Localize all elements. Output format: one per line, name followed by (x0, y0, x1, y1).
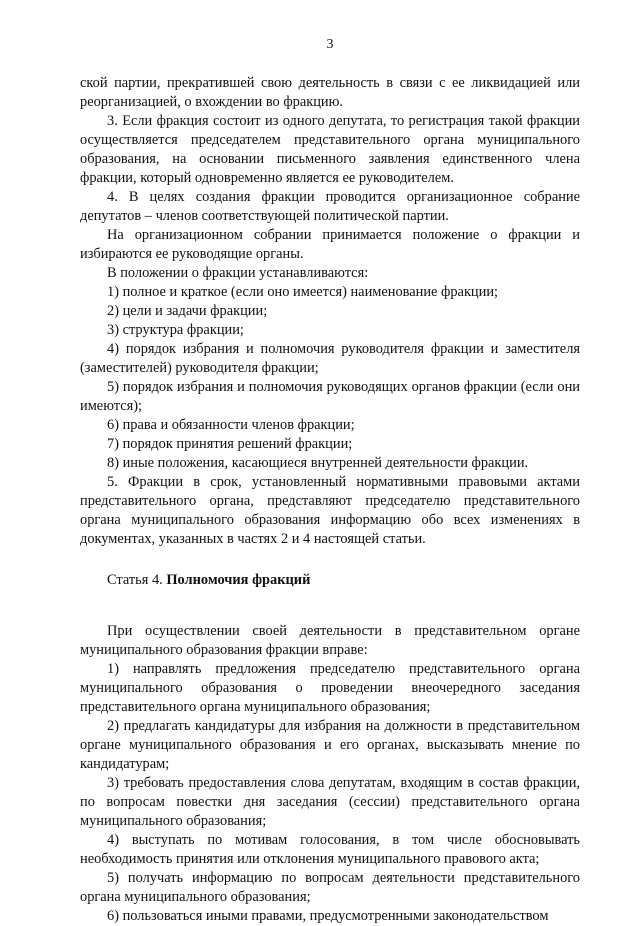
top-text-block (80, 74, 580, 549)
list-item: 4) порядок избрания и полномочия руководителя фракции и заместителя (заместителей) руководителя фракции; (80, 341, 580, 376)
paragraph: 5. Фракции в срок, установленный нормативными правовыми актами представительного органа, представляют председателю представительного органа муниципального образования информацию обо всех изменениях в документах, указанных в частях 2 и 4 настоящей статьи. (80, 474, 580, 547)
list-item: 4) выступать по мотивам голосования, в том числе обосновывать необходимость принятия или отклонения муниципального правового акта; (80, 832, 580, 867)
paragraph: При осуществлении своей деятельности в представительном органе муниципального образования фракции вправе: (80, 623, 580, 658)
paragraph: 3. Если фракция состоит из одного депутата, то регистрация такой фракции осуществляется председателем представительного органа муниципального образования, на основании письменного заявления единственного члена фракции, который одновременно является ее руководителем. (80, 113, 580, 186)
list-item: 3) структура фракции; (107, 322, 244, 338)
list-item: 3) требовать предоставления слова депутатам, входящим в состав фракции, по вопросам повестки дня заседания (сессии) представительного органа муниципального образования; (80, 775, 580, 829)
article-heading-title: Полномочия фракций (166, 572, 311, 588)
list-item: 5) получать информацию по вопросам деятельности представительного органа муниципального образования; (80, 870, 580, 905)
list-item: 2) предлагать кандидатуры для избрания на должности в представительном органе муниципального образования и его органах, высказывать мнение по кандидатурам; (80, 718, 580, 772)
page-number: 3 (326, 37, 334, 52)
list-item: 8) иные положения, касающиеся внутренней деятельности фракции. (107, 455, 529, 471)
list-item: 6) пользоваться иными правами, предусмотренными законодательством (107, 908, 549, 924)
list-item: 1) направлять предложения председателю представительного органа муниципального образования о проведении внеочередного заседания представительного органа муниципального образования; (80, 661, 580, 715)
paragraph: На организационном собрании принимается положение о фракции и избираются ее руководящие органы. (80, 227, 580, 262)
list-item: 2) цели и задачи фракции; (107, 303, 268, 319)
paragraph: ской партии, прекратившей свою деятельность в связи с ее ликвидацией или реорганизацией, о вхождении во фракцию. (80, 75, 580, 110)
document-page (80, 36, 580, 926)
article-heading-prefix: Статья 4. (107, 572, 167, 588)
list-item: 1) полное и краткое (если оно имеется) наименование фракции; (107, 284, 499, 300)
list-item: 6) права и обязанности членов фракции; (107, 417, 355, 433)
list-item: 5) порядок избрания и полномочия руководящих органов фракции (если они имеются); (80, 379, 580, 414)
paragraph: В положении о фракции устанавливаются: (107, 265, 369, 281)
article-heading (80, 571, 580, 590)
bottom-text-block (80, 622, 580, 926)
list-item: 7) порядок принятия решений фракции; (107, 436, 353, 452)
paragraph: 4. В целях создания фракции проводится организационное собрание депутатов – членов соответствующей политической партии. (80, 189, 580, 224)
